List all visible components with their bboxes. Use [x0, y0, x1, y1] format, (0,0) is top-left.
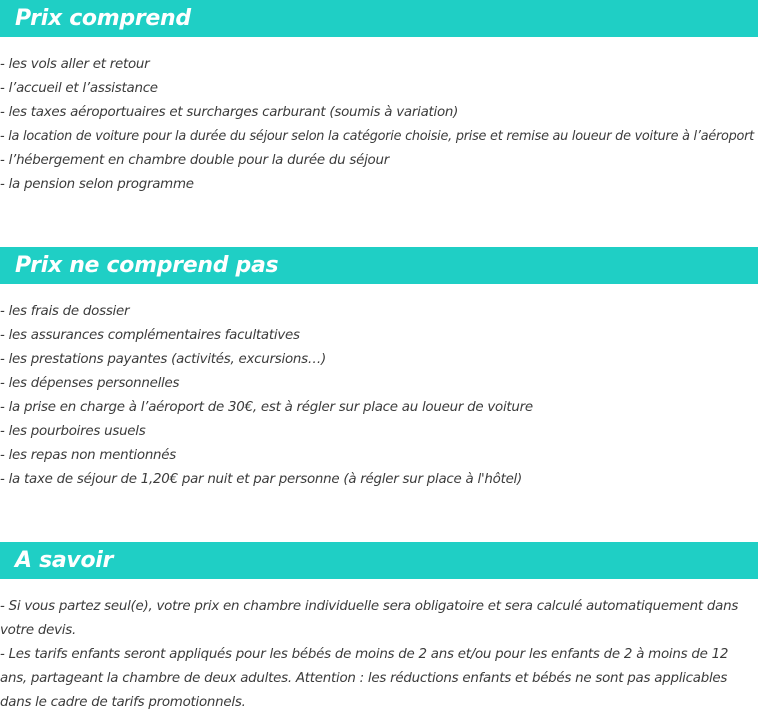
list-item: - les prestations payantes (activités, excursions…) [0, 352, 327, 367]
list-item: - les taxes aéroportuaires et surcharges carburant (soumis à variation) [0, 105, 459, 120]
info-paragraph: - Si vous partez seul(e), votre prix en chambre individuelle sera obligatoire et sera calculé automatiquement dans votre devis. [0, 599, 739, 638]
list-item: - les vols aller et retour [0, 57, 150, 72]
section-title: Prix comprend [15, 6, 191, 31]
excluded-list [0, 300, 758, 492]
list-item: - l’accueil et l’assistance [0, 81, 158, 96]
list-item: - l’hébergement en chambre double pour la durée du séjour [0, 153, 389, 168]
included-list [0, 53, 758, 197]
list-item: - la location de voiture pour la durée du séjour selon la catégorie choisie, prise et remise au loueur de voiture à l’aéroport [0, 129, 754, 144]
section-title: A savoir [15, 548, 114, 573]
section-header-prix-comprend [0, 0, 758, 37]
list-item: - les assurances complémentaires facultatives [0, 328, 300, 343]
list-item: - la taxe de séjour de 1,20€ par nuit et par personne (à régler sur place à l'hôtel) [0, 472, 523, 487]
section-header-a-savoir [0, 542, 758, 579]
list-item: - la pension selon programme [0, 177, 194, 192]
info-paragraph: - Les tarifs enfants seront appliqués pour les bébés de moins de 2 ans et/ou pour les enfants de 2 à moins de 12 ans, partageant la chambre de deux adultes. Attention : les réductions enfants et bébés ne sont pas applicables dans le cadre de tarifs promotionnels. [0, 647, 729, 710]
list-item: - les frais de dossier [0, 304, 130, 319]
section-header-prix-ne-comprend-pas [0, 247, 758, 284]
section-title: Prix ne comprend pas [15, 253, 279, 278]
list-item: - les pourboires usuels [0, 424, 146, 439]
list-item: - la prise en charge à l’aéroport de 30€, est à régler sur place au loueur de voiture [0, 400, 533, 415]
list-item: - les repas non mentionnés [0, 448, 177, 463]
list-item: - les dépenses personnelles [0, 376, 180, 391]
